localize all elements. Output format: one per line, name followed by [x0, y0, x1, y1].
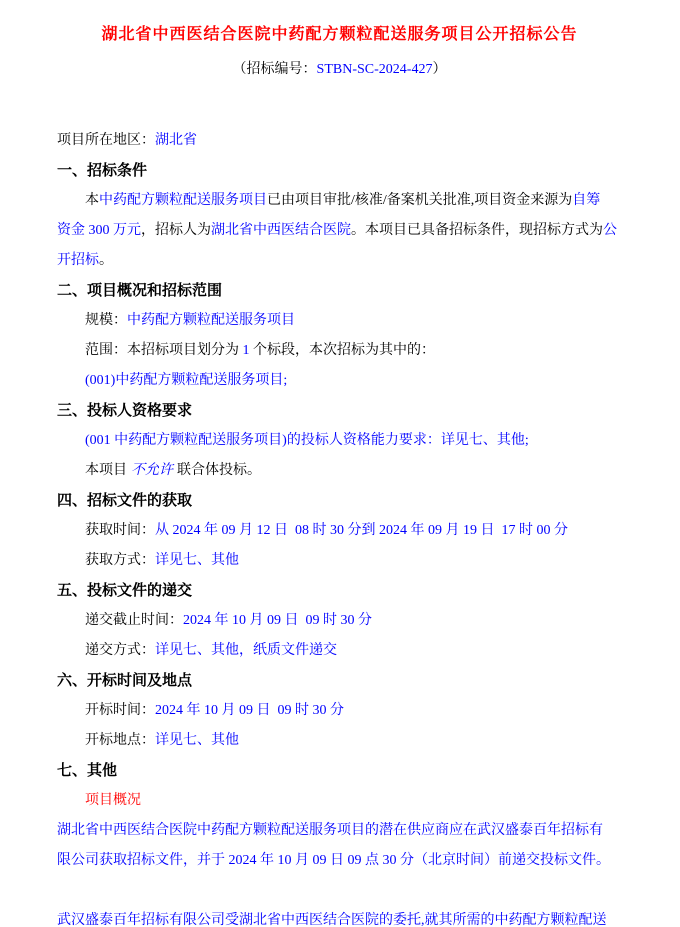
text-segment: 限公司获取招标文件，并于 2024 年 10 月 09 日 09 点 30 分（北京时间）前递交投标文件。	[57, 853, 610, 868]
section-heading	[57, 156, 622, 186]
text-line	[57, 516, 622, 546]
text-segment: 2024 年 10 月 09 日 09 时 30 分	[155, 703, 344, 718]
section-heading	[57, 396, 622, 426]
text-line	[57, 636, 622, 666]
text-line	[57, 246, 622, 276]
text-segment: 详见七、其他，纸质文件递交	[155, 643, 337, 658]
text-segment: 获取方式：	[85, 553, 155, 568]
text-segment: 范围：本招标项目划分为	[85, 343, 243, 358]
tender-number-line	[57, 60, 622, 80]
text-line	[57, 816, 622, 846]
text-segment: 。本项目已具备招标条件，现招标方式为	[351, 223, 603, 238]
document-title: 湖北省中西医结合医院中药配方颗粒配送服务项目公开招标公告	[101, 26, 578, 43]
section-heading	[57, 576, 622, 606]
text-segment: 规模：	[85, 313, 127, 328]
text-line	[57, 786, 622, 816]
text-segment: 不允许	[131, 463, 173, 478]
text-segment: 已由项目审批/核准/备案机关批准,项目资金来源为	[267, 193, 573, 208]
section-heading	[57, 756, 622, 786]
text-segment: 从 2024 年 09 月 12 日 08 时 30 分到 2024 年 09 月 19 日 17 时 00 分	[155, 523, 568, 538]
text-segment: 递交截止时间：	[85, 613, 183, 628]
text-segment: 详见七、其他	[155, 733, 239, 748]
text-segment: 武汉盛泰百年招标有限公司受湖北省中西医结合医院的委托,就其所需的中药配方颗粒配送	[57, 913, 607, 927]
section-heading	[57, 666, 622, 696]
text-segment: 开标地点：	[85, 733, 155, 748]
text-segment: 湖北省中西医结合医院中药配方颗粒配送服务项目的潜在供应商应在武汉盛泰百年招标有	[57, 823, 603, 838]
text-segment: 开招标	[57, 253, 99, 268]
text-segment: 本	[85, 193, 99, 208]
text-segment: 获取时间：	[85, 523, 155, 538]
text-segment: 1	[242, 343, 250, 358]
text-line	[57, 336, 622, 366]
text-line	[57, 846, 622, 876]
text-line	[57, 216, 622, 246]
text-segment: 。	[99, 253, 113, 268]
text-segment: 资金 300 万元	[57, 223, 141, 238]
section-heading	[57, 486, 622, 516]
text-segment: 湖北省	[155, 133, 197, 148]
text-line	[57, 456, 622, 486]
text-segment: 湖北省中西医结合医院	[211, 223, 351, 238]
text-segment: 一、招标条件	[57, 163, 148, 179]
text-segment: 中药配方颗粒配送服务项目	[99, 193, 267, 208]
section-heading	[57, 276, 622, 306]
text-line	[57, 726, 622, 756]
text-segment: (001 中药配方颗粒配送服务项目)的投标人资格能力要求：详见七、其他;	[85, 433, 529, 448]
text-line	[57, 426, 622, 456]
text-segment: 三、投标人资格要求	[57, 403, 193, 419]
text-line	[57, 366, 622, 396]
text-segment: 本项目	[85, 463, 127, 478]
text-segment: 递交方式：	[85, 643, 155, 658]
text-segment: (001)中药配方颗粒配送服务项目;	[85, 373, 288, 388]
text-line	[57, 306, 622, 336]
text-segment: 公	[603, 223, 617, 238]
text-line	[57, 606, 622, 636]
text-segment: ，招标人为	[141, 223, 211, 238]
text-line	[57, 126, 622, 156]
text-segment: 个标段，本次招标为其中的：	[249, 343, 435, 358]
text-segment: 联合体投标。	[177, 463, 261, 478]
text-line	[57, 546, 622, 576]
text-line	[57, 186, 622, 216]
text-segment: 五、投标文件的递交	[57, 583, 193, 599]
text-segment: 自筹	[572, 193, 601, 208]
tender-number-suffix: ）	[432, 62, 447, 77]
text-segment: 项目所在地区：	[57, 133, 155, 148]
text-segment: 二、项目概况和招标范围	[57, 283, 223, 299]
text-line	[57, 696, 622, 726]
text-segment: 项目概况	[85, 793, 141, 808]
text-segment: 七、其他	[57, 763, 118, 779]
document-body	[57, 126, 622, 927]
tender-number-prefix: （招标编号：	[232, 62, 317, 77]
text-segment: 四、招标文件的获取	[57, 493, 193, 509]
text-segment: 详见七、其他	[155, 553, 239, 568]
text-segment: 中药配方颗粒配送服务项目	[127, 313, 295, 328]
text-segment: 六、开标时间及地点	[57, 673, 193, 689]
text-line	[57, 906, 622, 927]
text-segment: 2024 年 10 月 09 日 09 时 30 分	[183, 613, 372, 628]
text-segment: 开标时间：	[85, 703, 155, 718]
tender-number: STBN-SC-2024-427	[316, 62, 433, 77]
